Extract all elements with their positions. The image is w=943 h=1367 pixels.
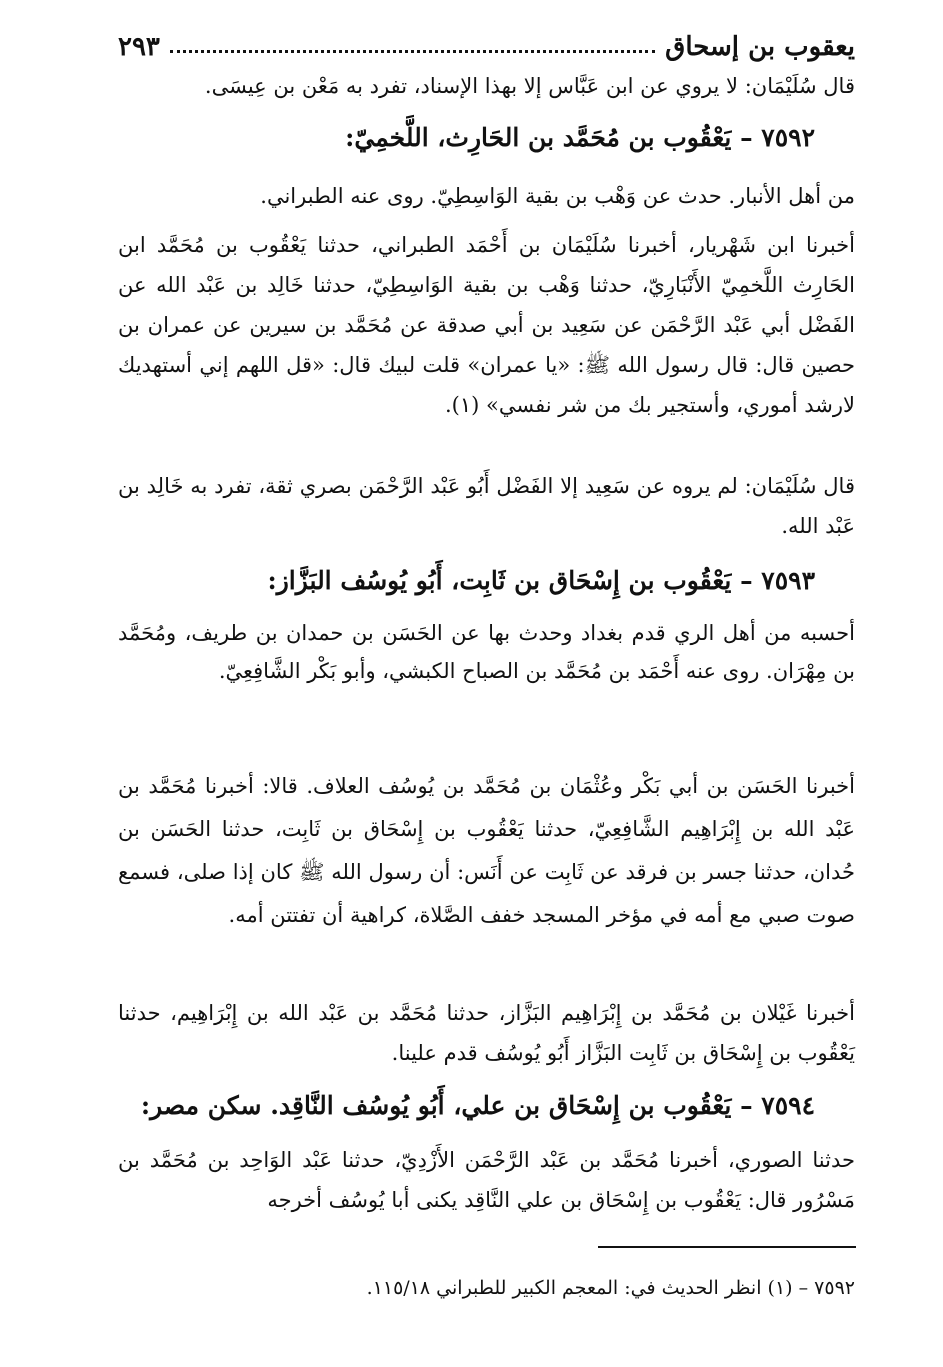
entry-heading-7594: ٧٥٩٤ – يَعْقُوب بن إِسْحَاق بن علي، أَبُو يُوسُف النَّاقِد. سكن مصر: [140,1091,815,1120]
entry-heading-7593: ٧٥٩٣ – يَعْقُوب بن إِسْحَاق بن ثَابِت، أَبُو يُوسُف البَزَّاز: [267,566,815,595]
paragraph-entry-7593-hadith: أخبرنا الحَسَن بن أبي بَكْر وعُثْمَان بن مُحَمَّد بن يُوسُف العلاف. قالا: أخبرنا مُحَمَّد بن عَبْد الله بن إِبْرَاهِيم الشَّافِعِيّ، حدثنا يَعْقُوب بن إِسْحَاق بن ثَابِت، حدثنا الحَسَن بن حُدان، حدثنا جسر بن فرقد عن ثَابِت عن أَنَس: أن رسول الله ﷺ كان إذا صلى، فسمع صوت صبي مع أمه في مؤخر المسجد خفف الصَّلاة، كراهية أن تفتتن أمه. [118,774,855,927]
footnote-separator [598,1246,856,1248]
entry-heading-7592: ٧٥٩٢ – يَعْقُوب بن مُحَمَّد بن الحَارِث، اللَّخمِيّ: [345,123,815,152]
paragraph-entry-7592-bio: من أهل الأنبار. حدث عن وَهْب بن بقية الوَاسِطِيّ. روى عنه الطبراني. [260,184,855,208]
header-dot-leader [170,50,655,53]
page-number: ٢٩٣ [118,32,160,62]
paragraph-entry-7593-bio: أحسبه من أهل الري قدم بغداد وحدث بها عن الحَسَن بن حمدان بن طريف، ومُحَمَّد بن مِهْرَان. روى عنه أَحْمَد بن مُحَمَّد بن الصباح الكبشي، وأبو بَكْر الشَّافِعِيّ. [118,621,855,683]
footnote: ٧٥٩٢ – (١) انظر الحديث في: المعجم الكبير للطبراني ١١٥/١٨. [366,1277,855,1299]
running-title: يعقوب بن إسحاق [665,32,855,62]
paragraph-suleiman-note: قال سُلَيْمَان: لا يروي عن ابن عَبَّاس إلا بهذا الإسناد، تفرد به مَعْن بن عِيسَى. [204,74,855,98]
paragraph-entry-7594: حدثنا الصوري، أخبرنا مُحَمَّد بن عَبْد الرَّحْمَن الأَزْدِيّ، حدثنا عَبْد الوَاحِد بن مُحَمَّد بن مَسْرُور قال: يَعْقُوب بن إِسْحَاق بن علي النَّاقِد يكنى أبا يُوسُف أخرجه [118,1148,855,1212]
paragraph-entry-7592-note: قال سُلَيْمَان: لم يروه عن سَعِيد إلا الفَضْل أَبُو عَبْد الرَّحْمَن بصري ثقة، تفرد به خَالِد بن عَبْد الله. [118,474,855,538]
paragraph-entry-7592-hadith: أخبرنا ابن شَهْريار، أخبرنا سُلَيْمَان بن أَحْمَد الطبراني، حدثنا يَعْقُوب بن مُحَمَّد ابن الحَارِث اللَّخمِيّ الأَنْبَارِيّ، حدثنا وَهْب بن بقية الوَاسِطِيّ، حدثنا خَالِد بن عَبْد الله عن الفَضْل أبي عَبْد الرَّحْمَن عن سَعِيد بن أبي صدقة عن مُحَمَّد بن سيرين عن عمران بن حصين قال: قال رسول الله ﷺ: «يا عمران» قلت لبيك قال: «قل اللهم إني أستهديك لارشد أموري، وأستجير بك من شر نفسي» (١). [118,233,855,417]
running-header [118,22,855,62]
paragraph-entry-7593-report: أخبرنا غَيْلان بن مُحَمَّد بن إِبْرَاهِيم البَزَّاز، حدثنا مُحَمَّد بن عَبْد الله بن إِبْرَاهِيم، حدثنا يَعْقُوب بن إِسْحَاق بن ثَابِت البَزَّاز أَبُو يُوسُف قدم علينا. [118,1001,855,1065]
